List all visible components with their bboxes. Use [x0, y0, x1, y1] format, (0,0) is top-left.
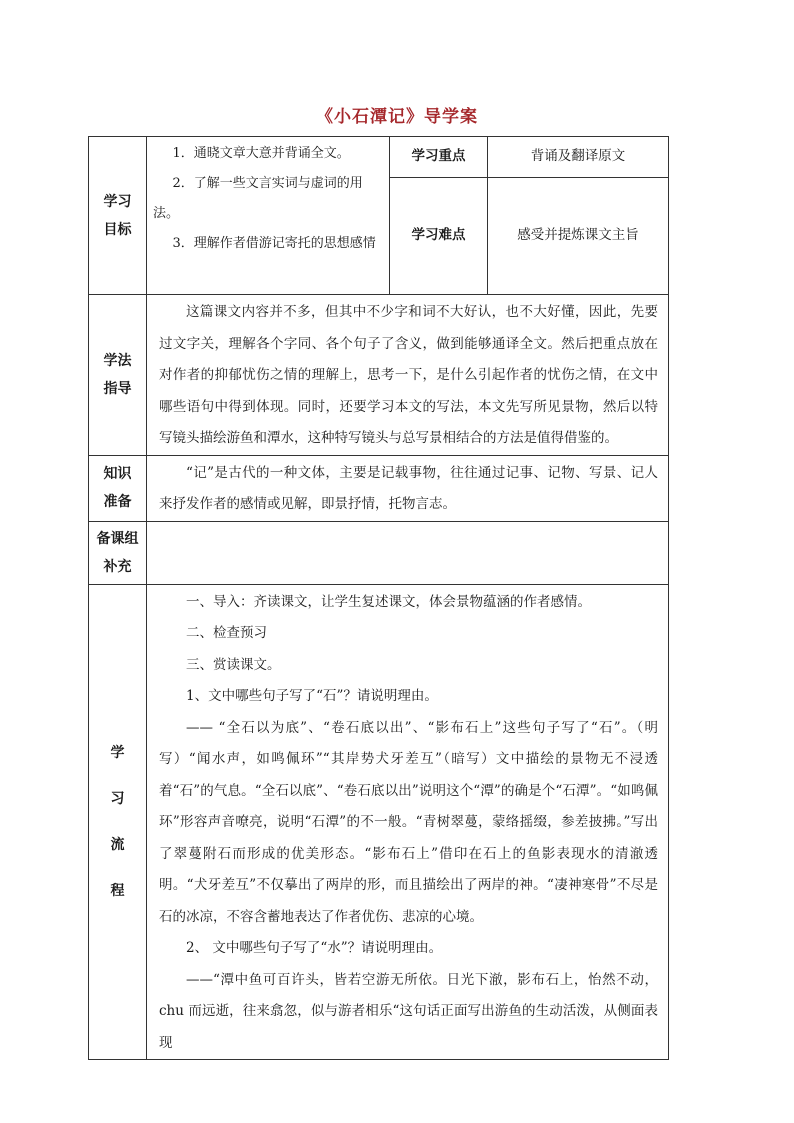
method-text: 这篇课文内容并不多，但其中不少字和词不大好认，也不大好懂，因此，先要过文字关，理解各个字同、各个句子了含义，做到能够通译全文。然后把重点放在对作者的抑郁忧伤之情的理解上，思考一下，是什么引起作者的忧伤之情，在文中哪些语句中得到体现。同时，还要学习本文的写法，本文先写所见景物，然后以特写镜头描绘游鱼和潭水，这种特写镜头与总写景相结合的方法是值得借鉴的。	[147, 295, 669, 456]
flow-answer: —— “全石以为底”、“卷石底以出”、“影布石上”这些句子写了“石”。（明写）“闻水声，如鸣佩环”“其岸势犬牙差互”（暗写）文中描绘的景物无不浸透着“石”的气息。“全石以底”、“卷石底以出”说明这个“潭”的确是个“石潭”。“如鸣佩环”形容声音嘹亮，说明“石潭”的不一般。“青树翠蔓，蒙络摇缀，参差披拂。”写出了翠蔓附石而形成的优美形态。“影布石上”借印在石上的鱼影表现水的清澈透明。“犬牙差互”不仅摹出了两岸的形，而且描绘出了两岸的神。“凄神寒骨”不尽是石的冰凉，不容含蓄地表达了作者优伤、悲凉的心境。	[159, 719, 658, 925]
flow-row	[89, 584, 669, 1060]
key-point-value: 背诵及翻译原文	[488, 137, 669, 178]
knowledge-label: 知识 准备	[89, 455, 147, 521]
supplement-label: 备课组 补充	[89, 521, 147, 584]
method-label: 学法 指导	[89, 295, 147, 456]
method-row	[89, 295, 669, 456]
flow-question: 1、文中哪些句子写了“石”？请说明理由。	[186, 688, 438, 704]
knowledge-row	[89, 455, 669, 521]
objective-item: 2．了解一些文言实词与虚词的用法。	[153, 176, 363, 221]
key-point-label: 学习重点	[390, 137, 488, 178]
flow-step: 三、赏读课文。	[186, 656, 281, 673]
flow-answer: ——“潭中鱼可百许头，皆若空游无所依。日光下澈，影布石上，怡然不动，chu 而远逝，往来翕忽，似与游者相乐“这句话正面写出游鱼的生动活泼，从侧面表现	[159, 971, 658, 1051]
supplement-row	[89, 521, 669, 584]
objectives-list	[147, 137, 390, 295]
difficulty-label: 学习难点	[390, 178, 488, 295]
objectives-row-top	[89, 137, 669, 178]
objectives-label: 学习 目标	[89, 137, 147, 295]
supplement-text	[147, 521, 669, 584]
flow-question: 2、 文中哪些句子写了“水”？请说明理由。	[186, 940, 443, 956]
flow-label: 学 习 流 程	[89, 584, 147, 1060]
flow-step: 二、检查预习	[186, 625, 267, 641]
knowledge-text: “记”是古代的一种文体，主要是记载事物，往往通过记事、记物、写景、记人来抒发作者的感情或见解，即景抒情，托物言志。	[147, 455, 669, 521]
flow-step: 一、导入：齐读课文，让学生复述课文，体会景物蕴涵的作者感情。	[186, 593, 591, 610]
objective-item: 1．通晓文章大意并背诵全文。	[172, 146, 350, 161]
study-guide-table	[88, 136, 669, 1060]
flow-content	[147, 584, 669, 1060]
objective-item: 3．理解作者借游记寄托的思想感情	[172, 236, 376, 251]
page-title: 《小石潭记》导学案	[316, 107, 478, 127]
difficulty-value: 感受并提炼课文主旨	[488, 178, 669, 295]
